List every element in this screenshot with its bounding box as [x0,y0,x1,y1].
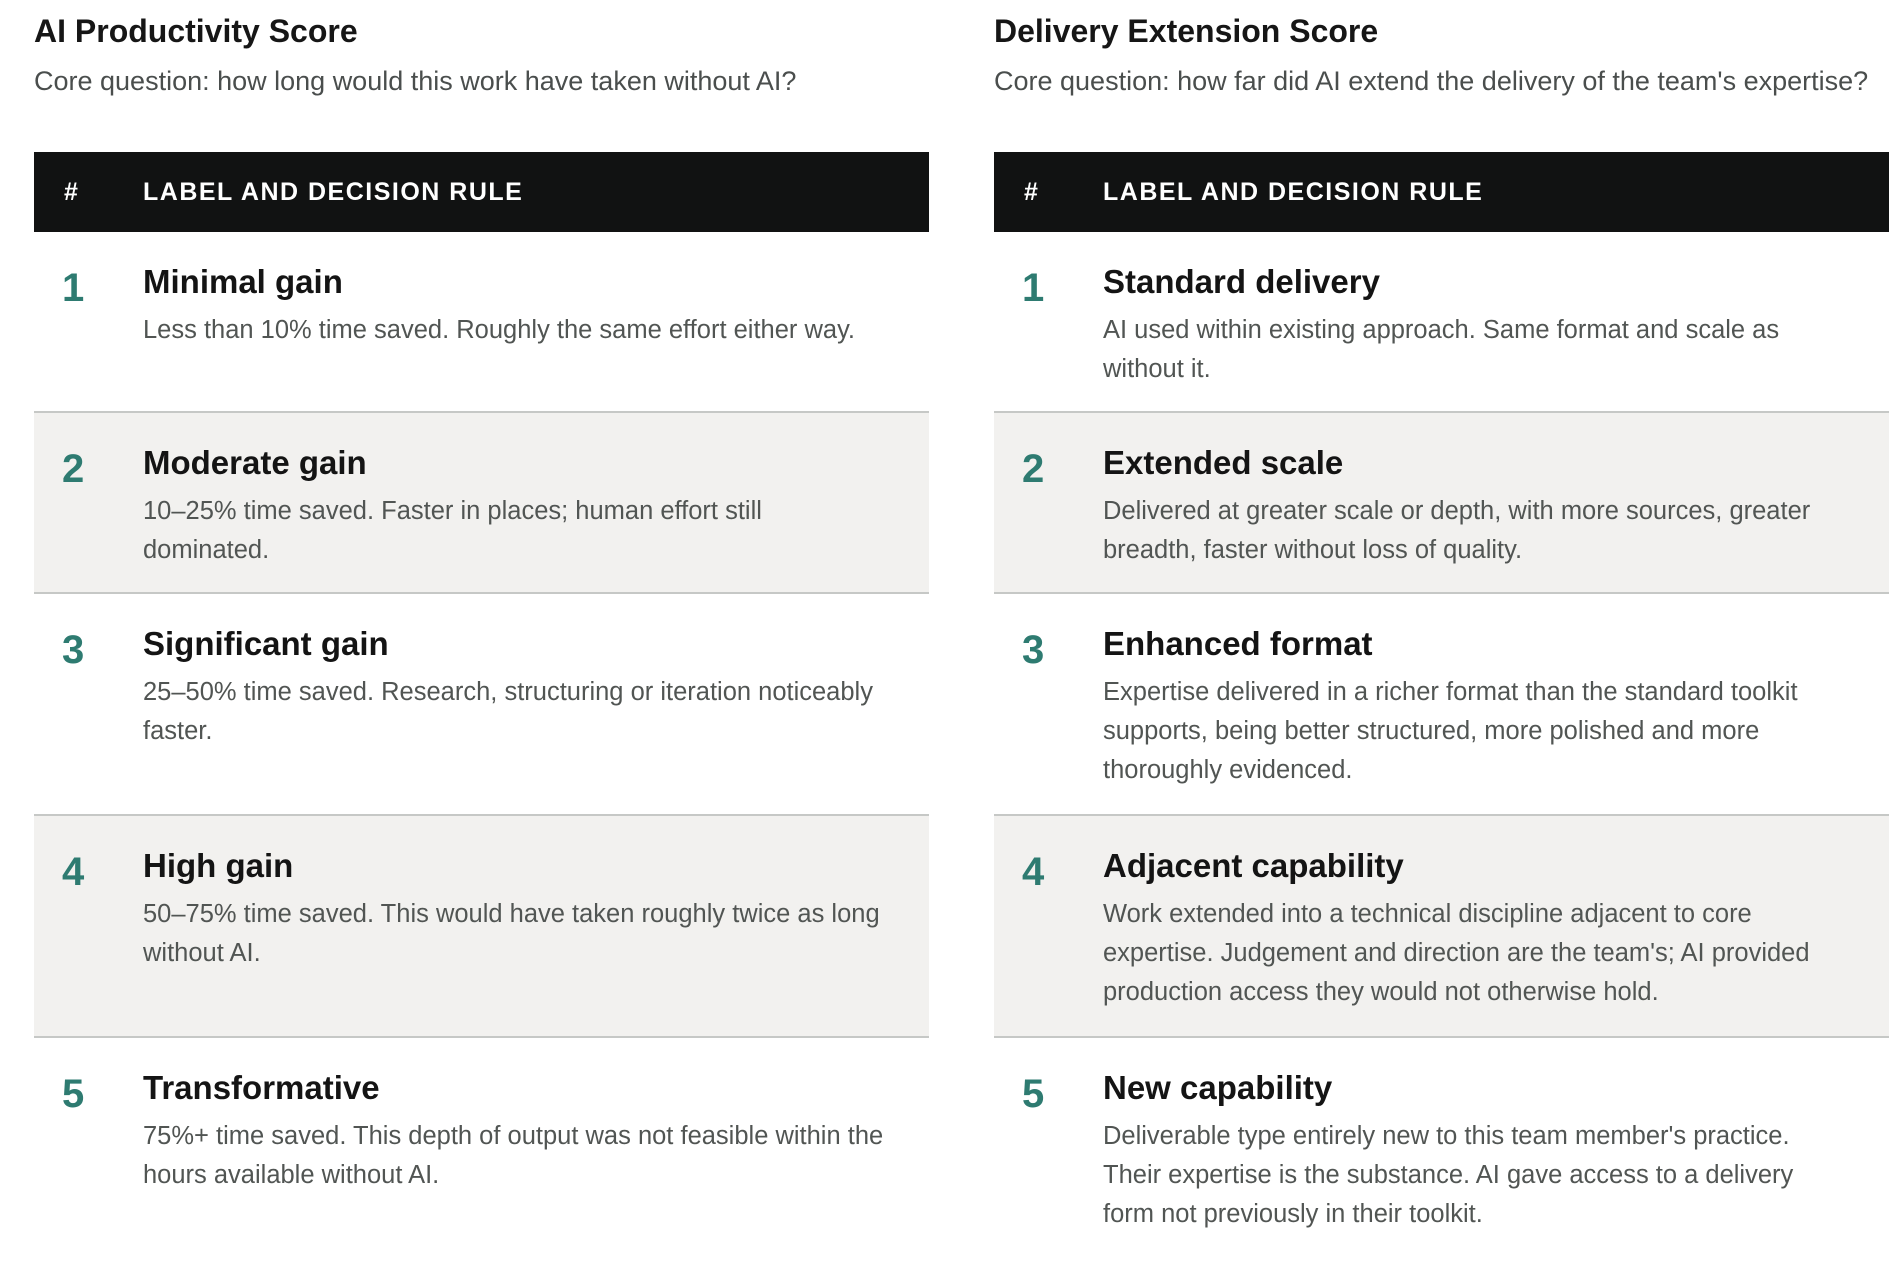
row-content [143,413,929,592]
score-table [34,152,929,1260]
panel-subtitle: Core question: how far did AI extend the delivery of the team's expertise? [994,66,1869,96]
row-content [1103,232,1889,411]
table-row [994,413,1889,594]
row-content [1103,816,1889,1036]
row-description: Deliverable type entirely new to this team member's practice. Their expertise is the substance. AI gave access to a delivery form not previously in their toolkit. [1103,1122,1794,1228]
row-label: High gain [143,847,294,884]
row-content [1103,413,1889,592]
row-label: Adjacent capability [1103,847,1404,884]
row-label: Minimal gain [143,263,343,300]
row-number: 5 [1022,1072,1045,1116]
row-number: 3 [1022,628,1045,672]
table-row [34,413,929,594]
row-number: 3 [62,628,85,672]
ai-productivity-score-panel [34,0,929,1260]
table-row [994,594,1889,816]
table-row [34,594,929,816]
table-row [34,232,929,413]
row-description: 50–75% time saved. This would have taken roughly twice as long without AI. [143,900,880,967]
header-label: LABEL AND DECISION RULE [1103,177,1484,206]
panel-title: AI Productivity Score [34,13,358,49]
row-label: Enhanced format [1103,625,1373,662]
panel-title: Delivery Extension Score [994,13,1379,49]
row-label: Transformative [143,1069,380,1106]
header-number: # [1024,177,1040,206]
row-description: Delivered at greater scale or depth, with more sources, greater breadth, faster without loss of quality. [1103,497,1811,564]
row-number: 4 [62,850,85,894]
row-label: Extended scale [1103,444,1344,481]
table-row [34,816,929,1038]
row-description: 10–25% time saved. Faster in places; human effort still dominated. [143,497,762,564]
row-description: Expertise delivered in a richer format than the standard toolkit supports, being better structured, more polished and more thoroughly evidenced. [1103,678,1798,784]
row-content [143,594,929,814]
row-content [143,1038,929,1260]
row-description: AI used within existing approach. Same format and scale as without it. [1103,316,1780,383]
table-row [994,1038,1889,1260]
row-content [1103,1038,1889,1260]
table-header [994,152,1889,232]
row-description: Work extended into a technical discipline adjacent to core expertise. Judgement and direction are the team's; AI provided production access they would not otherwise hold. [1103,900,1810,1006]
row-number: 2 [1022,447,1045,491]
table-header [34,152,929,232]
table-row [34,1038,929,1260]
row-content [143,816,929,1036]
table-row [994,232,1889,413]
row-number: 1 [62,266,85,310]
row-description: Less than 10% time saved. Roughly the same effort either way. [143,316,856,344]
row-label: Moderate gain [143,444,367,481]
row-number: 1 [1022,266,1045,310]
row-number: 2 [62,447,85,491]
row-label: Significant gain [143,625,389,662]
row-description: 75%+ time saved. This depth of output was not feasible within the hours available without AI. [143,1122,884,1189]
row-number: 5 [62,1072,85,1116]
score-table [994,152,1889,1260]
panel-subtitle: Core question: how long would this work have taken without AI? [34,66,797,96]
header-label: LABEL AND DECISION RULE [143,177,524,206]
row-number: 4 [1022,850,1045,894]
table-row [994,816,1889,1038]
row-label: New capability [1103,1069,1333,1106]
header-number: # [64,177,80,206]
row-label: Standard delivery [1103,263,1380,300]
delivery-extension-score-panel [994,0,1889,1260]
row-content [1103,594,1889,814]
row-content [143,232,929,411]
row-description: 25–50% time saved. Research, structuring or iteration noticeably faster. [143,678,873,745]
